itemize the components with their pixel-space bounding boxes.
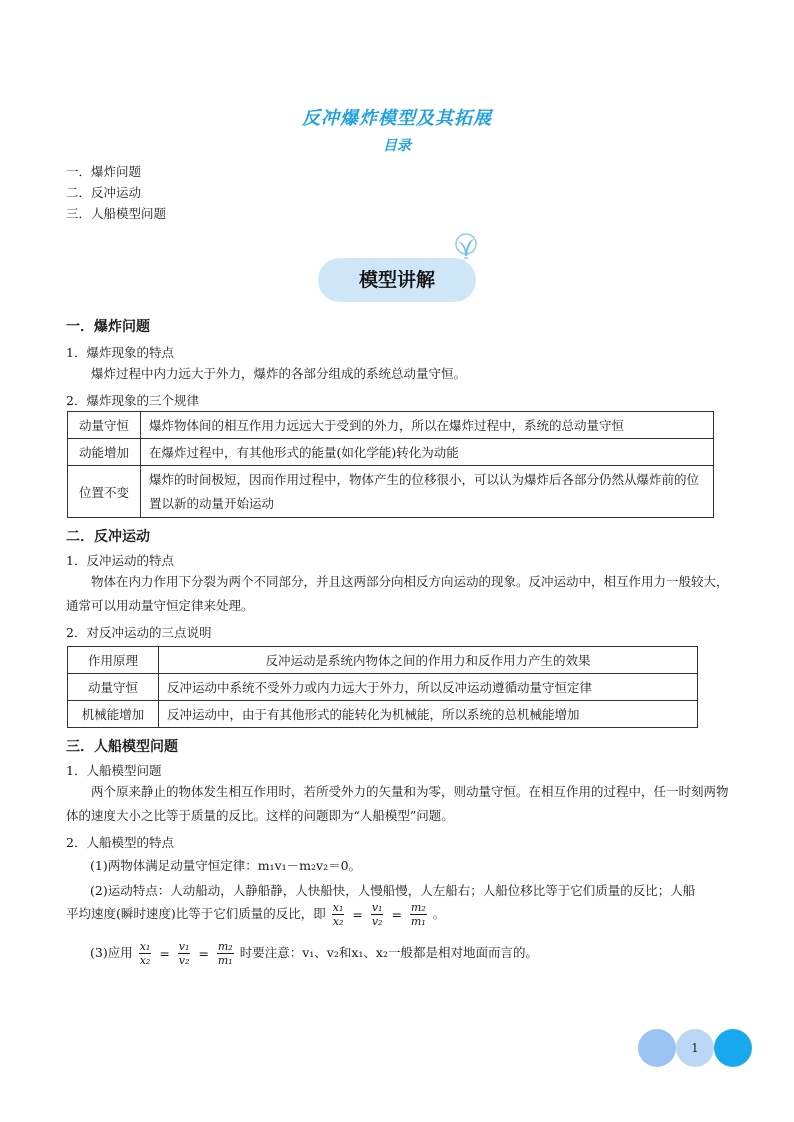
fraction: $\frac{\text{m₂}}{\text{m₁}}$: [410, 901, 426, 928]
table-cell-key: 作用原理: [68, 647, 159, 674]
table-cell-value: 反冲运动中，由于有其他形式的能转化为机械能，所以系统的总机械能增加: [159, 701, 698, 728]
table-row: [68, 439, 714, 466]
subheading: 1．反冲运动的特点: [66, 553, 174, 568]
recoil-notes-table: [67, 646, 698, 728]
table-cell-value: 爆炸物体间的相互作用力远远大于受到的外力，所以在爆炸过程中，系统的总动量守恒: [141, 412, 714, 439]
fraction: $\frac{\text{x₁}}{\text{x₂}}$: [332, 901, 344, 928]
table-row: [68, 674, 698, 701]
table-cell-value: 反冲运动中系统不受外力或内力远大于外力，所以反冲运动遵循动量守恒定律: [159, 674, 698, 701]
subheading: 2．人船模型的特点: [66, 835, 174, 850]
page-number: 1: [691, 1041, 699, 1055]
table-cell-value: 反冲运动是系统内物体之间的作用力和反作用力产生的效果: [159, 647, 698, 674]
feature-line-2: (2)运动特点：人动船动，人静船静，人快船快，人慢船慢，人左船右；人船位移比等于它们质量的反比；人船: [90, 883, 696, 898]
table-row: [68, 647, 698, 674]
feature-line-3: (3)应用 $\frac{\text{x₁}}{\text{x₂}}$ = $\frac{\text{v₁}}{\text{v₂}}$ = $\frac{\text{m₂}}{\text{m₁}}$ 时要注意：v₁、v₂和x₁、x₂一般都是相对地面而言的。: [90, 940, 538, 967]
paragraph: 物体在内力作用下分裂为两个不同部分，并且这两部分向相反方向运动的现象。反冲运动中，相互作用力一般较大，通常可以用动量守恒定律来处理。: [66, 574, 729, 613]
section-badge: 模型讲解: [318, 258, 476, 302]
table-row: [68, 412, 714, 439]
explosion-rules-table: [67, 411, 714, 518]
table-row: [68, 701, 698, 728]
fraction: $\frac{\text{x₁}}{\text{x₂}}$: [139, 940, 151, 967]
paragraph: 爆炸过程中内力远大于外力，爆炸的各部分组成的系统总动量守恒。: [91, 366, 467, 381]
section-heading-explosion: 一．爆炸问题: [66, 319, 150, 335]
section-heading-man-boat: 三．人船模型问题: [66, 739, 178, 755]
toc-item-3: 三．人船模型问题: [66, 206, 167, 221]
toc-item-1: 一．爆炸问题: [66, 164, 142, 179]
fraction: $\frac{\text{v₁}}{\text{v₂}}$: [371, 901, 383, 928]
table-cell-key: 动量守恒: [68, 412, 141, 439]
subheading: 1．人船模型问题: [66, 763, 162, 778]
toc-item-2: 二．反冲运动: [66, 185, 142, 200]
toc-heading: 目录: [383, 138, 411, 154]
fraction: $\frac{\text{v₁}}{\text{v₂}}$: [178, 940, 190, 967]
subheading: 2．对反冲运动的三点说明: [66, 625, 212, 640]
table-cell-key: 机械能增加: [68, 701, 159, 728]
feature-line-1: (1)两物体满足动量守恒定律：m₁v₁－m₂v₂＝0。: [90, 858, 362, 873]
subheading: 1．爆炸现象的特点: [66, 345, 174, 360]
subheading: 2．爆炸现象的三个规律: [66, 393, 199, 408]
page-indicator: [638, 1029, 752, 1067]
table-cell-key: 动量守恒: [68, 674, 159, 701]
text: 时要注意：v₁、v₂和x₁、x₂一般都是相对地面而言的。: [239, 945, 538, 960]
table-cell-key: 位置不变: [68, 466, 141, 518]
feature-line-2-cont: 平均速度(瞬时速度)比等于它们质量的反比，即 $\frac{\text{x₁}}{\text{x₂}}$ = $\frac{\text{v₁}}{\text{v₂}}$ = $\frac{\text{m₂}}{\text{m₁}}$ 。: [66, 901, 446, 928]
page-dot-right: [714, 1029, 752, 1067]
section-heading-recoil: 二．反冲运动: [66, 529, 150, 545]
table-cell-key: 动能增加: [68, 439, 141, 466]
paragraph: 两个原来静止的物体发生相互作用时，若所受外力的矢量和为零，则动量守恒。在相互作用的过程中，任一时刻两物体的速度大小之比等于质量的反比。这样的问题即为“人船模型”问题。: [66, 784, 729, 823]
document-title: 反冲爆炸模型及其拓展: [302, 108, 492, 129]
text: (3)应用: [90, 945, 133, 960]
table-row: [68, 466, 714, 518]
text: 平均速度(瞬时速度)比等于它们质量的反比，即: [66, 906, 326, 921]
table-cell-value: 爆炸的时间极短，因而作用过程中，物体产生的位移很小，可以认为爆炸后各部分仍然从爆炸前的位置以新的动量开始运动: [141, 466, 714, 518]
fraction: $\frac{\text{m₂}}{\text{m₁}}$: [217, 940, 233, 967]
page-dot-left: [638, 1029, 676, 1067]
table-cell-value: 在爆炸过程中，有其他形式的能量(如化学能)转化为动能: [141, 439, 714, 466]
